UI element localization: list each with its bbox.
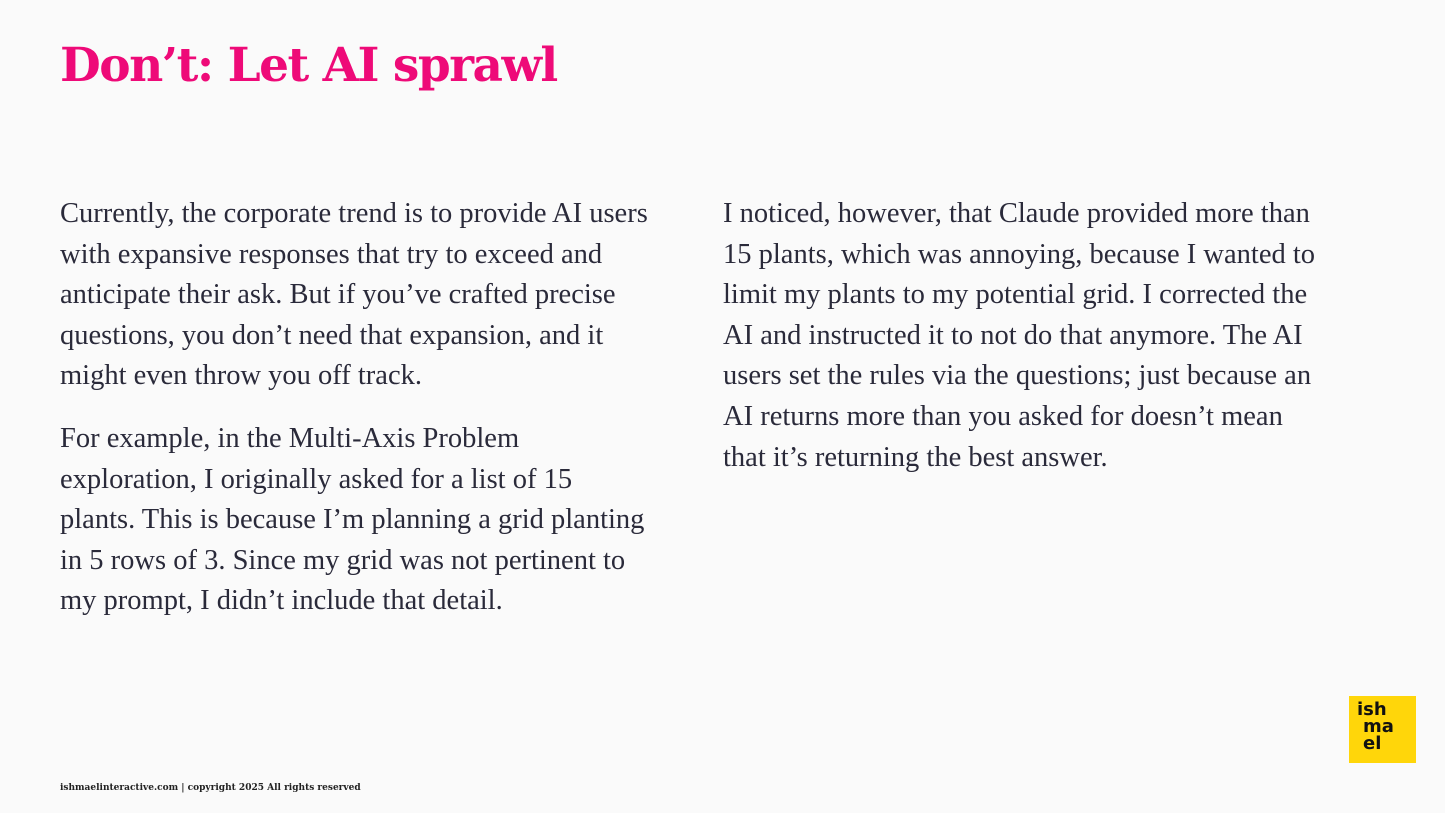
logo-text-line: el [1363, 733, 1382, 754]
left-column [60, 194, 650, 644]
body-paragraph: Currently, the corporate trend is to provide AI users with expansive responses that try to exceed and anticipate their ask. But if you’ve crafted precise questions, you don’t need that expansion, and it might even throw you off track. [60, 198, 648, 392]
right-column [723, 194, 1323, 500]
body-paragraph: I noticed, however, that Claude provided more than 15 plants, which was annoying, because I wanted to limit my plants to my potential grid. I corrected the AI and instructed it to not do that anymore. The AI users set the rules via the questions; just because an AI returns more than you asked for doesn’t mean that it’s returning the best answer. [723, 198, 1316, 473]
ishmael-logo [1349, 696, 1416, 763]
logo-text-line: ish [1357, 699, 1387, 720]
slide-title: Don’t: Let AI sprawl [60, 38, 557, 93]
footer-copyright: ishmaelinteractive.com | copyright 2025 All rights reserved [60, 783, 361, 793]
logo-text-line: ma [1363, 716, 1394, 737]
body-paragraph: For example, in the Multi-Axis Problem exploration, I originally asked for a list of 15 plants. This is because I’m planning a grid planting in 5 rows of 3. Since my grid was not pertinent to my prompt, I didn’t include that detail. [60, 422, 645, 617]
